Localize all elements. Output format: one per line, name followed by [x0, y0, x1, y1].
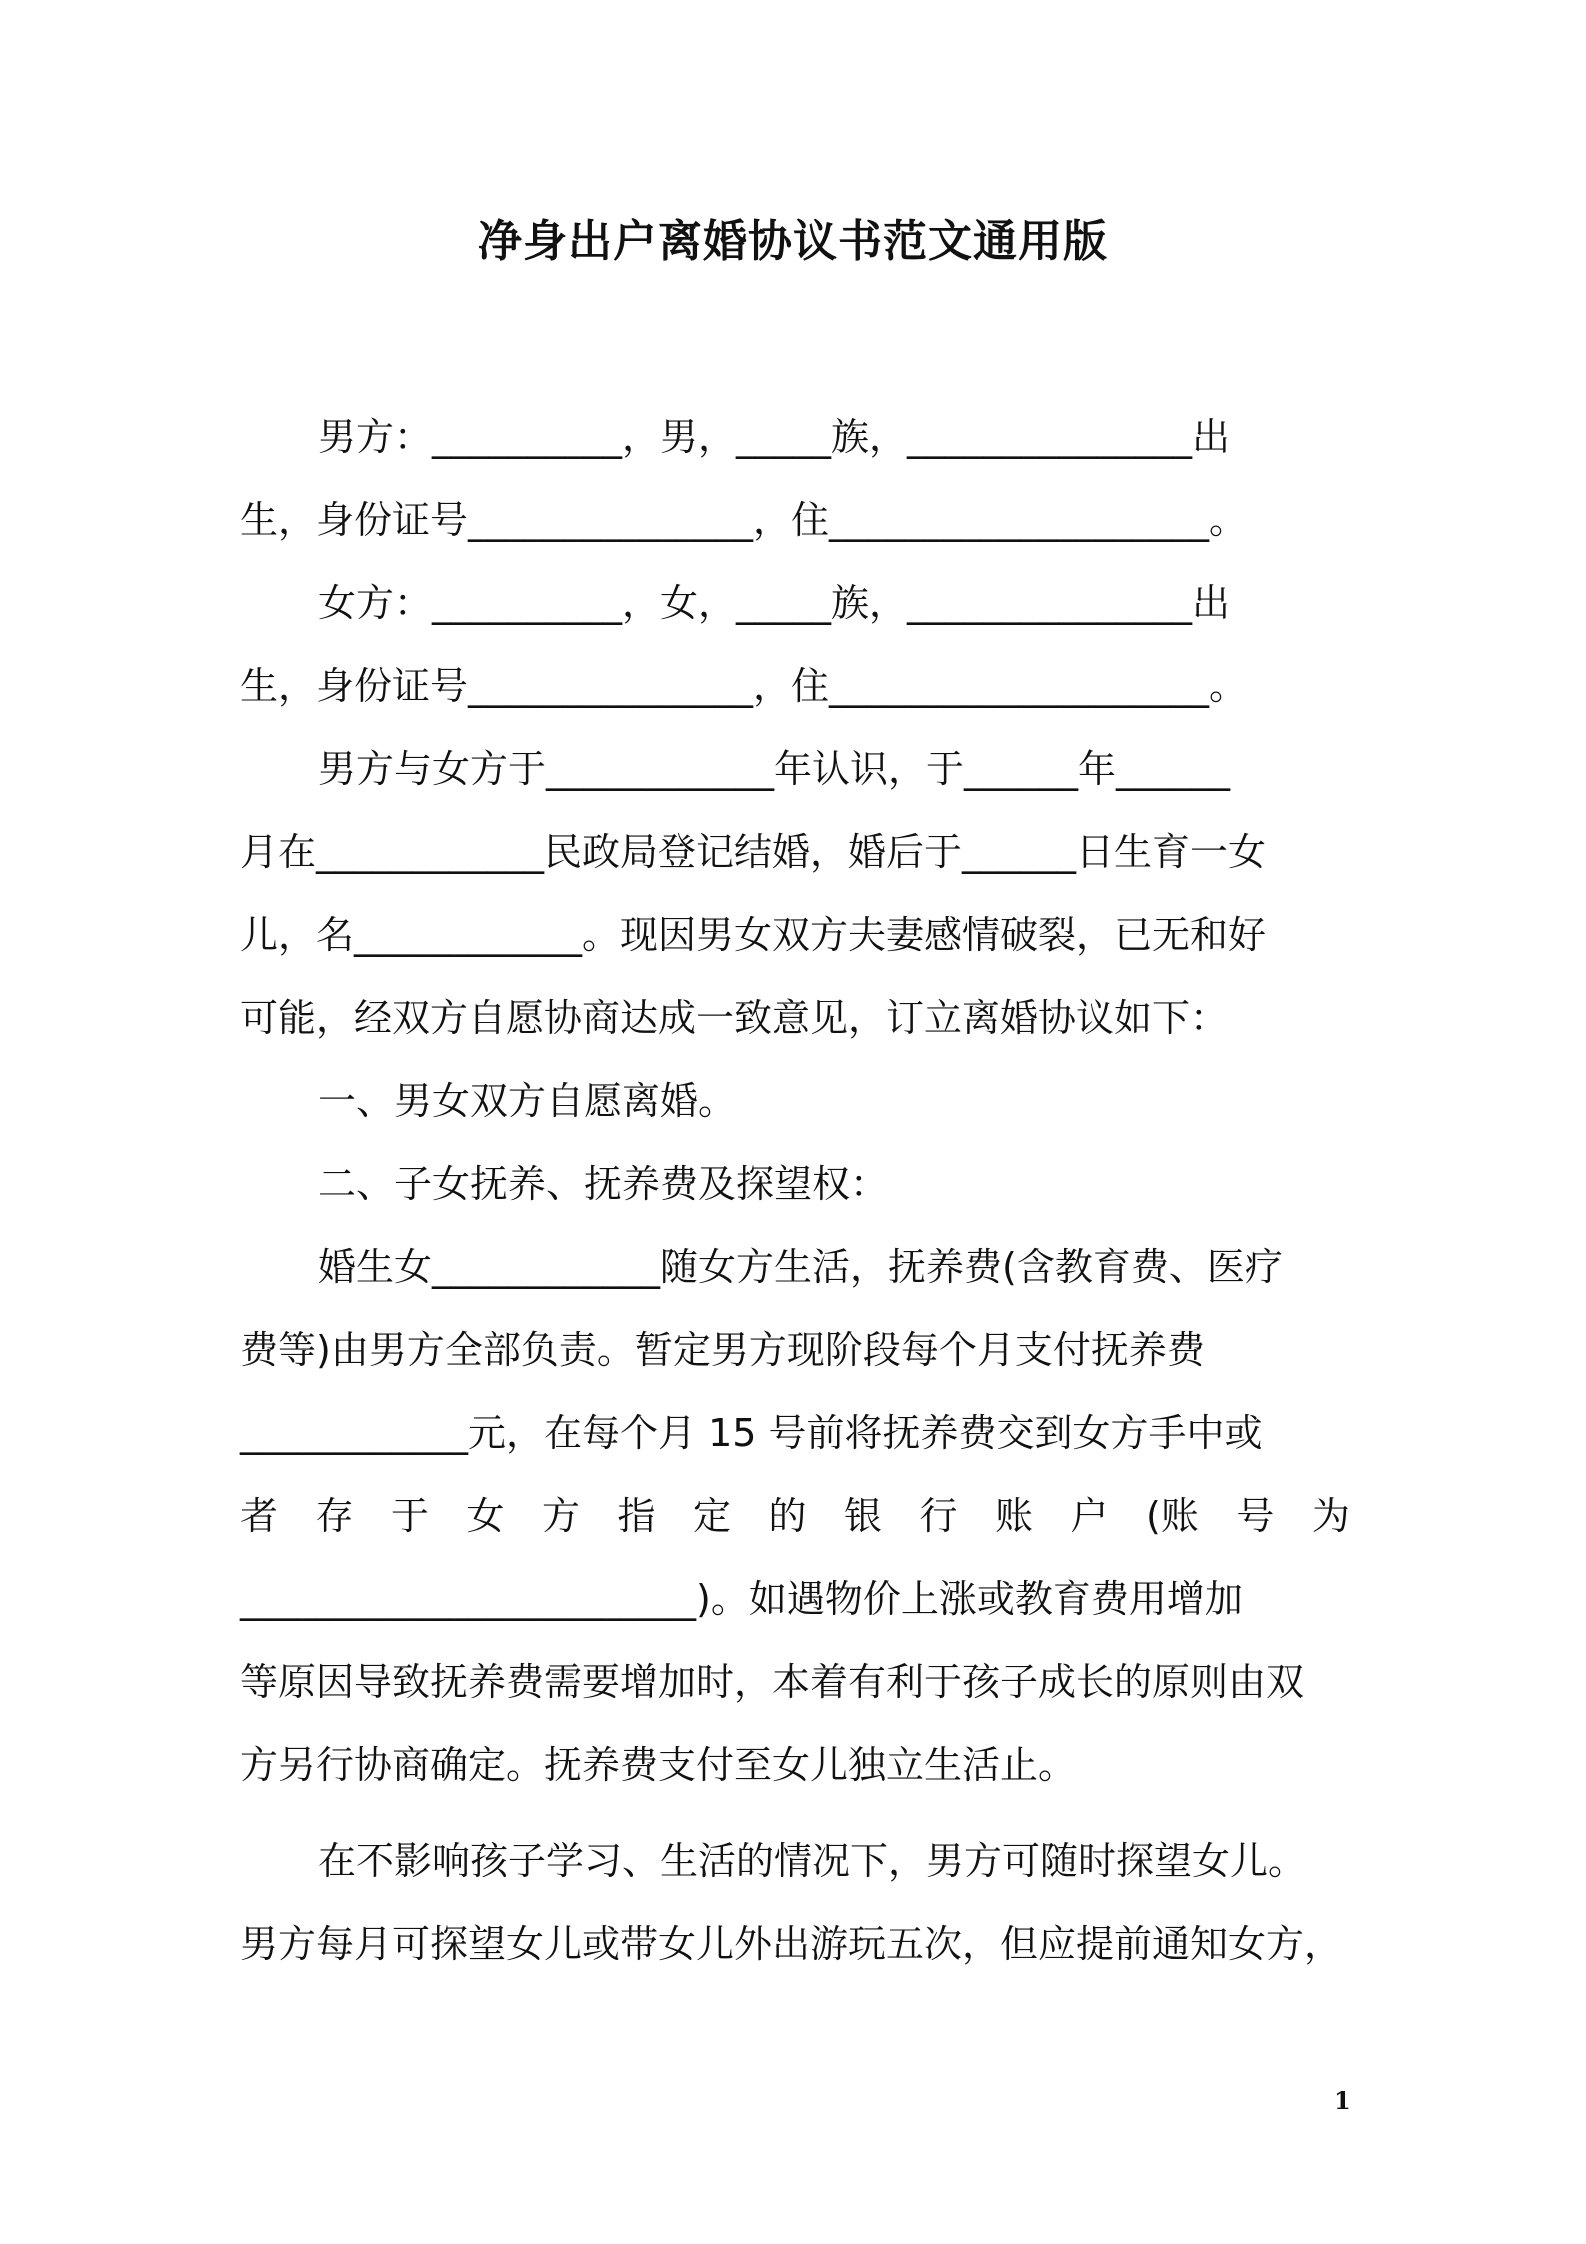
paragraph-line: 等原因导致抚养费需要增加时，本着有利于孩子成长的原则由双 [240, 1660, 1305, 1704]
paragraph-line: 费等)由男方全部负责。暂定男方现阶段每个月支付抚养费 [240, 1328, 1205, 1372]
paragraph-line: 方另行协商确定。抚养费支付至女儿独立生活止。 [240, 1743, 1077, 1787]
document-title: 净身出户离婚协议书范文通用版 [478, 216, 1108, 267]
paragraph-line: ____________元，在每个月 15 号前将抚养费交到女方手中或 [240, 1411, 1263, 1455]
justified-char: 的 [768, 1494, 807, 1538]
paragraph-line: 可能，经双方自愿协商达成一致意见，订立离婚协议如下： [240, 996, 1229, 1040]
justified-char: 户 [1070, 1494, 1109, 1538]
paragraph-line: 月在____________民政局登记结婚，婚后于______日生育一女 [240, 830, 1267, 874]
justified-char: (账 [1146, 1494, 1199, 1538]
justified-char: 号 [1236, 1494, 1275, 1538]
justified-paragraph-line [240, 1486, 1350, 1546]
page-number: 1 [1334, 2086, 1351, 2115]
justified-char: 女 [466, 1494, 505, 1538]
justified-char: 为 [1311, 1494, 1350, 1538]
paragraph-line: ________________________)。如遇物价上涨或教育费用增加 [240, 1577, 1243, 1621]
paragraph-line: 儿，名____________。现因男女双方夫妻感情破裂，已无和好 [240, 913, 1267, 957]
paragraph-line: 婚生女____________随女方生活，抚养费(含教育费、医疗 [318, 1245, 1283, 1289]
justified-char: 者 [240, 1494, 279, 1538]
section-heading: 一、男女双方自愿离婚。 [318, 1079, 737, 1123]
paragraph-line: 生，身份证号_______________，住____________________。 [240, 664, 1248, 708]
justified-char: 存 [315, 1494, 354, 1538]
justified-char: 行 [919, 1494, 958, 1538]
paragraph-line: 男方每月可探望女儿或带女儿外出游玩五次，但应提前通知女方， [240, 1922, 1343, 1966]
section-heading: 二、子女抚养、抚养费及探望权： [318, 1162, 889, 1206]
paragraph-line: 男方与女方于____________年认识，于______年______ [318, 747, 1231, 791]
paragraph-line: 生，身份证号_______________，住____________________。 [240, 498, 1248, 542]
justified-char: 账 [995, 1494, 1034, 1538]
justified-char: 指 [617, 1494, 656, 1538]
justified-char: 定 [693, 1494, 732, 1538]
justified-char: 于 [391, 1494, 430, 1538]
justified-char: 方 [542, 1494, 581, 1538]
paragraph-line: 在不影响孩子学习、生活的情况下，男方可随时探望女儿。 [318, 1839, 1307, 1883]
paragraph-line: 男方：__________，男，_____族，_______________出 [318, 415, 1231, 459]
justified-char: 银 [844, 1494, 883, 1538]
paragraph-line: 女方：__________，女，_____族，_______________出 [318, 581, 1231, 625]
